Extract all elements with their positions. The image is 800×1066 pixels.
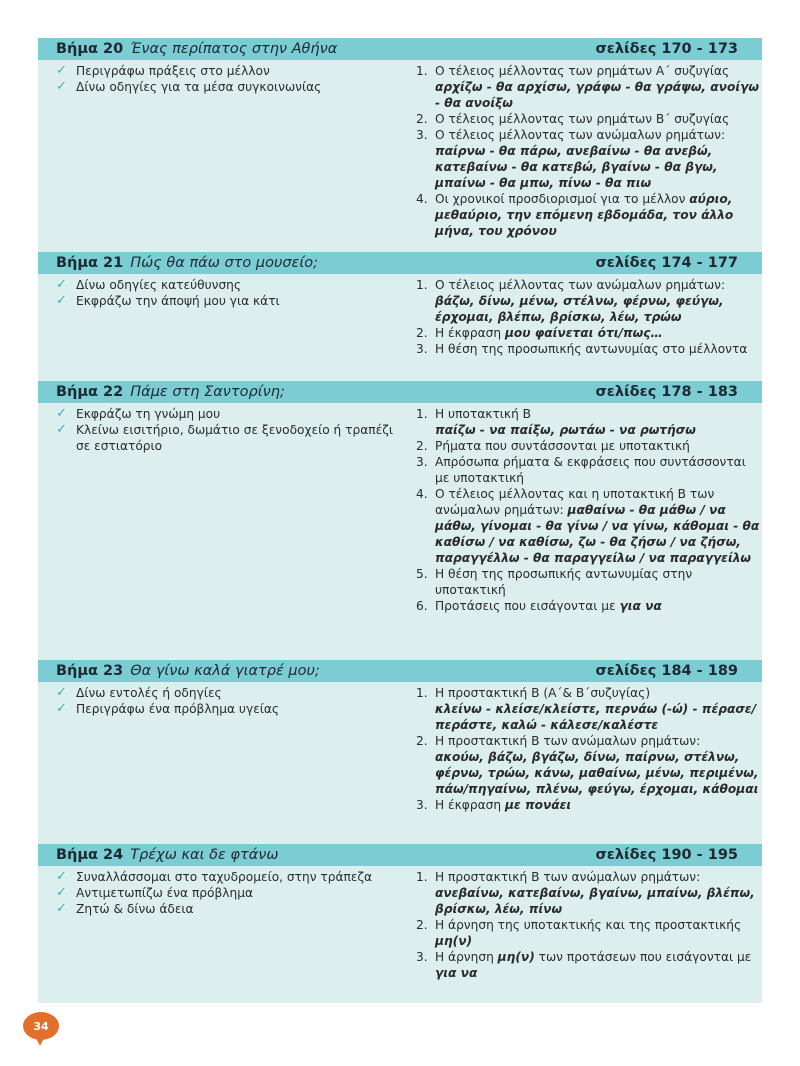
item-number: 6. <box>416 599 428 613</box>
goal-item <box>56 901 396 917</box>
checkmark-icon: ✓ <box>56 406 67 421</box>
grammar-item <box>416 733 761 797</box>
grammar-item <box>416 797 761 813</box>
example-text: ακούω, βάζω, βγάζω, δίνω, παίρνω, στέλνω, φέρνω, τρώω, κάνω, μαθαίνω, μένω, περιμένω, πάω/πηγαίνω, πλένω, φεύγω, έρχομαι, κάθομαι <box>435 750 759 796</box>
grammar-text: Ρήματα που συντάσσονται με υποτακτική <box>435 439 690 453</box>
grammar-text: Ο τέλειος μέλλοντας των ανώμαλων ρημάτων: <box>435 278 726 292</box>
grammar-text: Απρόσωπα ρήματα & εκφράσεις που συντάσσονται με υποτακτική <box>435 455 746 485</box>
syllabus-panel <box>38 38 762 1003</box>
item-number: 5. <box>416 567 428 581</box>
checkmark-icon: ✓ <box>56 293 67 308</box>
goal-item <box>56 885 396 901</box>
goal-text: Δίνω οδηγίες κατεύθυνσης <box>76 278 242 292</box>
page-range: σελίδες 170 - 173 <box>595 41 738 57</box>
section-step-21 <box>38 252 762 356</box>
grammar-text: των προτάσεων που εισάγονται με <box>534 950 752 964</box>
step-title: Πώς θα πάω στο μουσείο; <box>130 255 319 271</box>
grammar-item <box>416 566 761 598</box>
item-number: 2. <box>416 439 428 453</box>
example-text: μη(ν) <box>497 950 535 964</box>
grammar-list <box>416 277 761 357</box>
step-number: Βήμα 22 <box>56 384 124 400</box>
grammar-text: Ο τέλειος μέλλοντας και η υποτακτική Β των ανώμαλων ρημάτων: <box>435 487 715 517</box>
item-number: 3. <box>416 128 428 142</box>
goal-text: Κλείνω εισιτήριο, δωμάτιο σε ξενοδοχείο ή τραπέζι σε εστιατόριο <box>76 423 393 453</box>
example-text: για να <box>619 599 662 613</box>
goals-list <box>56 869 396 917</box>
grammar-item <box>416 111 761 127</box>
grammar-item <box>416 949 761 981</box>
grammar-item <box>416 406 761 438</box>
goal-text: Συναλλάσσομαι στο ταχυδρομείο, στην τράπεζα <box>76 870 373 884</box>
grammar-text: Η προστακτική Β των ανώμαλων ρημάτων: <box>435 870 701 884</box>
grammar-text: Ο τέλειος μέλλοντας των ανώμαλων ρημάτων: <box>435 128 726 142</box>
goals-list <box>56 406 396 454</box>
goal-text: Αντιμετωπίζω ένα πρόβλημα <box>76 886 253 900</box>
item-number: 1. <box>416 278 428 292</box>
grammar-text: Η έκφραση <box>435 798 505 812</box>
grammar-item <box>416 685 761 733</box>
grammar-list <box>416 685 761 813</box>
grammar-text: Οι χρονικοί προσδιορισμοί για το μέλλον <box>435 192 690 206</box>
item-number: 2. <box>416 326 428 340</box>
example-text: κλείνω - κλείσε/κλείστε, περνάω (-ώ) - πέρασε/περάστε, καλώ - κάλεσε/καλέστε <box>435 702 757 732</box>
example-text: βάζω, δίνω, μένω, στέλνω, φέρνω, φεύγω, έρχομαι, βλέπω, βρίσκω, λέω, τρώω <box>435 294 724 324</box>
item-number: 2. <box>416 918 428 932</box>
goal-item <box>56 79 396 95</box>
goal-item <box>56 63 396 79</box>
item-number: 3. <box>416 798 428 812</box>
grammar-list <box>416 869 761 981</box>
goal-text: Δίνω εντολές ή οδηγίες <box>76 686 222 700</box>
goal-text: Περιγράφω πράξεις στο μέλλον <box>76 64 270 78</box>
item-number: 4. <box>416 487 428 501</box>
page-range: σελίδες 190 - 195 <box>595 847 738 863</box>
example-text: αρχίζω - θα αρχίσω, γράφω - θα γράψω, ανοίγω - θα ανοίξω <box>435 80 759 110</box>
section-step-23 <box>38 660 762 812</box>
section-header <box>38 381 762 403</box>
goal-item <box>56 685 396 701</box>
grammar-item <box>416 277 761 325</box>
goal-item <box>56 701 396 717</box>
item-number: 1. <box>416 686 428 700</box>
goal-text: Εκφράζω τη γνώμη μου <box>76 407 221 421</box>
step-number: Βήμα 23 <box>56 663 124 679</box>
goal-item <box>56 277 396 293</box>
grammar-item <box>416 486 761 566</box>
goal-text: Δίνω οδηγίες για τα μέσα συγκοινωνίας <box>76 80 322 94</box>
goals-list <box>56 277 396 309</box>
example-text: μη(ν) <box>435 934 473 948</box>
item-number: 1. <box>416 64 428 78</box>
grammar-text: Η άρνηση <box>435 950 498 964</box>
example-text: ανεβαίνω, κατεβαίνω, βγαίνω, μπαίνω, βλέπω, βρίσκω, λέω, πίνω <box>435 886 755 916</box>
goals-list <box>56 63 396 95</box>
goals-list <box>56 685 396 717</box>
grammar-text: Η υποτακτική Β <box>435 407 532 421</box>
step-title: Θα γίνω καλά γιατρέ μου; <box>130 663 320 679</box>
checkmark-icon: ✓ <box>56 422 67 437</box>
example-text: αύριο, μεθαύριο, την επόμενη εβδομάδα, τον άλλο μήνα, του χρόνου <box>435 192 734 238</box>
goal-item <box>56 406 396 422</box>
grammar-text: Η θέση της προσωπικής αντωνυμίας στην υποτακτική <box>435 567 693 597</box>
item-number: 1. <box>416 870 428 884</box>
grammar-text: Η θέση της προσωπικής αντωνυμίας στο μέλλοντα <box>435 342 748 356</box>
goal-item <box>56 293 396 309</box>
checkmark-icon: ✓ <box>56 79 67 94</box>
section-header <box>38 844 762 866</box>
item-number: 3. <box>416 455 428 469</box>
grammar-item <box>416 917 761 949</box>
example-text: με πονάει <box>504 798 572 812</box>
item-number: 4. <box>416 192 428 206</box>
grammar-item <box>416 598 761 614</box>
goal-text: Ζητώ & δίνω άδεια <box>76 902 194 916</box>
checkmark-icon: ✓ <box>56 901 67 916</box>
checkmark-icon: ✓ <box>56 277 67 292</box>
grammar-text: Η προστακτική Β των ανώμαλων ρημάτων: <box>435 734 701 748</box>
checkmark-icon: ✓ <box>56 885 67 900</box>
item-number: 1. <box>416 407 428 421</box>
goal-item <box>56 869 396 885</box>
page-number-badge <box>23 1012 59 1040</box>
item-number: 2. <box>416 734 428 748</box>
checkmark-icon: ✓ <box>56 63 67 78</box>
grammar-item <box>416 325 761 341</box>
grammar-list <box>416 63 761 239</box>
step-number: Βήμα 21 <box>56 255 124 271</box>
grammar-item <box>416 191 761 239</box>
page-range: σελίδες 178 - 183 <box>595 384 738 400</box>
item-number: 3. <box>416 950 428 964</box>
grammar-text: Η προστακτική Β (Α΄& Β΄συζυγίας) <box>435 686 651 700</box>
grammar-text: Η έκφραση <box>435 326 505 340</box>
section-step-22 <box>38 381 762 613</box>
goal-text: Περιγράφω ένα πρόβλημα υγείας <box>76 702 280 716</box>
grammar-text: Προτάσεις που εισάγονται με <box>435 599 620 613</box>
checkmark-icon: ✓ <box>56 685 67 700</box>
section-header <box>38 252 762 274</box>
grammar-item <box>416 869 761 917</box>
item-number: 3. <box>416 342 428 356</box>
goal-item <box>56 422 396 454</box>
section-step-24 <box>38 844 762 980</box>
step-title: Ένας περίπατος στην Αθήνα <box>130 41 338 57</box>
section-header <box>38 660 762 682</box>
page-number: 34 <box>33 1019 49 1033</box>
example-text: παίζω - να παίξω, ρωτάω - να ρωτήσω <box>435 423 696 437</box>
grammar-item <box>416 341 761 357</box>
grammar-item <box>416 127 761 191</box>
step-title: Πάμε στη Σαντορίνη; <box>130 384 285 400</box>
grammar-item <box>416 454 761 486</box>
goal-text: Εκφράζω την άποψή μου για κάτι <box>76 294 280 308</box>
grammar-text: Ο τέλειος μέλλοντας των ρημάτων Α΄ συζυγίας <box>435 64 730 78</box>
example-text: παίρνω - θα πάρω, ανεβαίνω - θα ανεβώ, κατεβαίνω - θα κατεβώ, βγαίνω - θα βγω, μπαίνω - θα μπω, πίνω - θα πιω <box>435 144 718 190</box>
example-text: μου φαίνεται ότι/πως… <box>504 326 663 340</box>
example-text: μαθαίνω - θα μάθω / να μάθω, γίνομαι - θα γίνω / να γίνω, κάθομαι - θα καθίσω / να καθίσω, ζω - θα ζήσω / να ζήσω, παραγγέλλω - θα παραγγείλω / να παραγγείλω <box>435 503 760 565</box>
grammar-item <box>416 63 761 111</box>
grammar-item <box>416 438 761 454</box>
section-header <box>38 38 762 60</box>
section-step-20 <box>38 38 762 238</box>
step-title: Τρέχω και δε φτάνω <box>130 847 279 863</box>
example-text: για να <box>435 966 478 980</box>
checkmark-icon: ✓ <box>56 869 67 884</box>
page-range: σελίδες 184 - 189 <box>595 663 738 679</box>
checkmark-icon: ✓ <box>56 701 67 716</box>
grammar-list <box>416 406 761 614</box>
grammar-text: Η άρνηση της υποτακτικής και της προστακτικής <box>435 918 742 932</box>
page-range: σελίδες 174 - 177 <box>595 255 738 271</box>
item-number: 2. <box>416 112 428 126</box>
step-number: Βήμα 24 <box>56 847 124 863</box>
grammar-text: Ο τέλειος μέλλοντας των ρημάτων Β΄ συζυγίας <box>435 112 730 126</box>
step-number: Βήμα 20 <box>56 41 124 57</box>
